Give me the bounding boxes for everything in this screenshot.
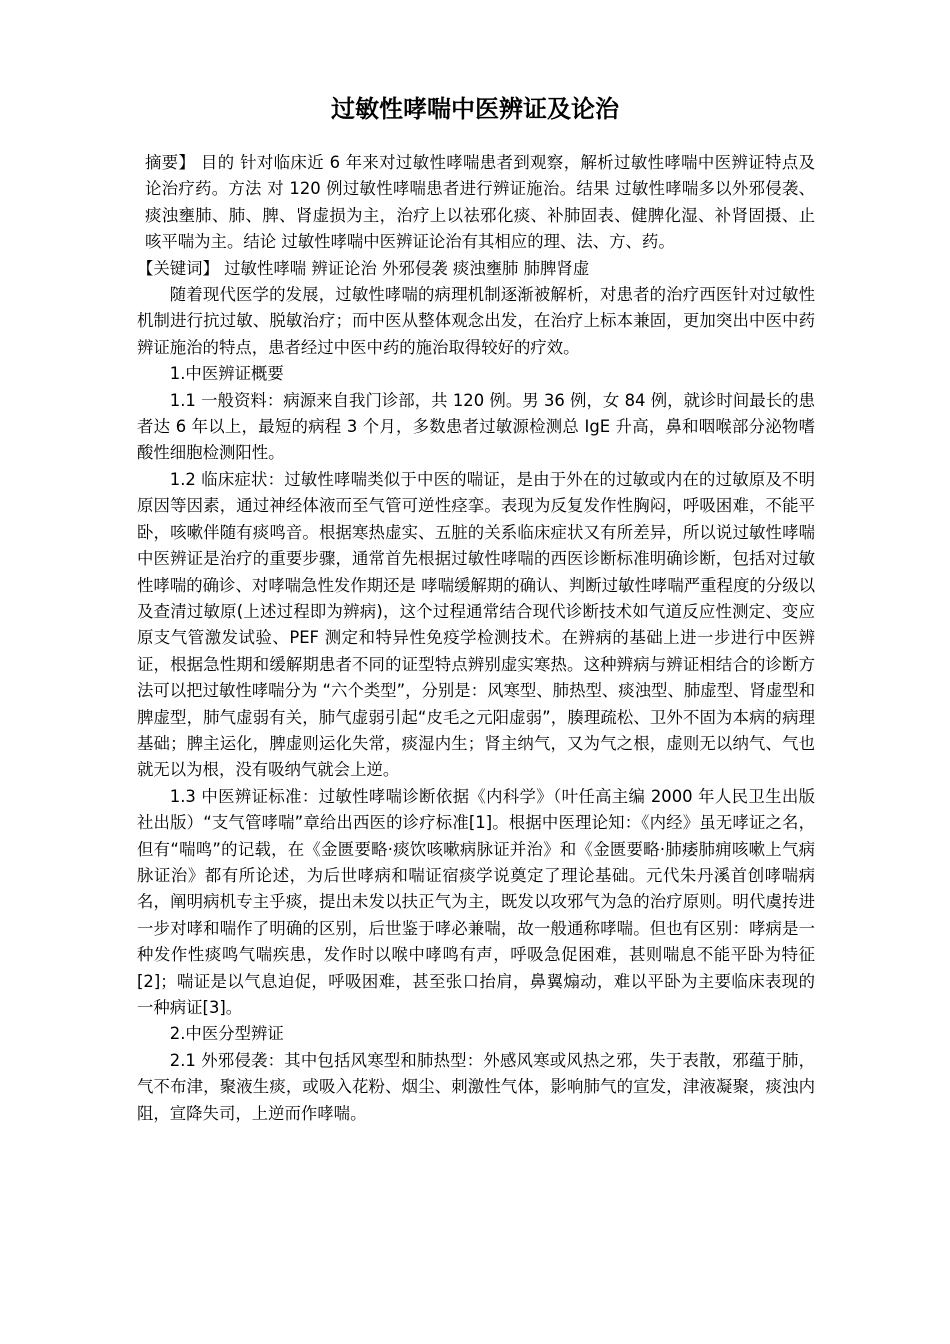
section-heading-1: 1.中医辨证概要 [169,364,284,384]
intro-paragraph: 随着现代医学的发展，过敏性哮喘的病理机制逐渐被解析，对患者的治疗西医针对过敏性机制进行抗过敏、脱敏治疗；而中医从整体观念出发，在治疗上标本兼固，更加突出中医中药辨证施治的特点，患者经过中医中药的施治取得较好的疗效。 [137,285,815,357]
section-1-2-paragraph: 1.2 临床症状：过敏性哮喘类似于中医的喘证，是由于外在的过敏或内在的过敏原及不明原因等因素，通过神经体液而至气管可逆性痉挛。表现为反复发作性胸闷，呼吸困难，不能平卧，咳嗽伴随有痰鸣音。根据寒热虚实、五脏的关系临床症状又有所差异，所以说过敏性哮喘中医辨证是治疗的重要步骤，通常首先根据过敏性哮喘的西医诊断标准明确诊断，包括对过敏性哮喘的确诊、对哮喘急性发作期还是 哮喘缓解期的确认、判断过敏性哮喘严重程度的分级以及查清过敏原(上述过程即为辨病)，这个过程通常结合现代诊断技术如气道反应性测定、变应原支气管激发试验、PEF 测定和特异性免疫学检测技术。在辨病的基础上进一步进行中医辨证，根据急性期和缓解期患者不同的证型特点辨别虚实寒热。这种辨病与辨证相结合的诊断方法可以把过敏性哮喘分为 “六个类型”，分别是：风寒型、肺热型、痰浊型、肺虚型、肾虚型和脾虚型，肺气虚弱有关，肺气虚弱引起“皮毛之元阳虚弱”，腠理疏松、卫外不固为本病的病理基础；脾主运化，脾虚则运化失常，痰湿内生；肾主纳气，又为气之根，虚则无以纳气、气也就无以为根，没有吸纳气就会上逆。 [137,469,815,780]
section-2-1-paragraph: 2.1 外邪侵袭：其中包括风寒型和肺热型：外感风寒或风热之邪，失于表散，邪蕴于肺，气不布津，聚液生痰，或吸入花粉、烟尘、刺激性气体，影响肺气的宣发，津液凝聚，痰浊内阻，宣降失司，上逆而作哮喘。 [137,1050,815,1123]
section-1-3-paragraph: 1.3 中医辨证标准：过敏性哮喘诊断依据《内科学》（叶任高主编 2000 年人民卫生出版社出版）“支气管哮喘”章给出西医的诊疗标准[1]。根据中医理论知：《内经》虽无哮证之名，但有“喘鸣”的记载，在《金匮要略·痰饮咳嗽病脉证并治》和《金匮要略·肺痿肺痈咳嗽上气病脉证治》都有所论述，为后世哮病和喘证宿痰学说奠定了理论基础。元代朱丹溪首创哮喘病名，阐明病机专主乎痰，提出未发以扶正气为主，既发以攻邪气为急的治疗原则。明代虞抟进一步对哮和喘作了明确的区别，后世鉴于哮必兼喘，故一般通称哮喘。但也有区别：哮病是一种发作性痰鸣气喘疾患，发作时以喉中哮鸣有声，呼吸急促困难，甚则喘息不能平卧为特征[2]；喘证是以气息迫促，呼吸困难，甚至张口抬肩，鼻翼煽动，难以平卧为主要临床表现的一种病证[3]。 [137,786,815,1017]
abstract-paragraph: 摘要】 目的 针对临床近 6 年来对过敏性哮喘患者到观察，解析过敏性哮喘中医辨证特点及论治疗药。方法 对 120 例过敏性哮喘患者进行辨证施治。结果 过敏性哮喘多以外邪侵袭、痰浊壅肺、肺、脾、肾虚损为主，治疗上以祛邪化痰、补肺固表、健脾化湿、补肾固摄、止咳平喘为主。结论 过敏性哮喘中医辨证论治有其相应的理、法、方、药。 [145,153,815,252]
section-1-1-paragraph: 1.1 一般资料：病源来自我门诊部，共 120 例。男 36 例，女 84 例，就诊时间最长的患者达 6 年以上，最短的病程 3 个月，多数患者过敏源检测总 IgE 升高，鼻和咽喉部分泌物嗜酸性细胞检测阳性。 [137,390,815,463]
document-title: 过敏性哮喘中医辨证及论治 [331,95,619,123]
section-heading-2: 2.中医分型辨证 [169,1024,284,1044]
keywords-paragraph: 【关键词】 过敏性哮喘 辨证论治 外邪侵袭 痰浊壅肺 肺脾肾虚 [137,258,590,278]
document-body [137,150,815,1127]
